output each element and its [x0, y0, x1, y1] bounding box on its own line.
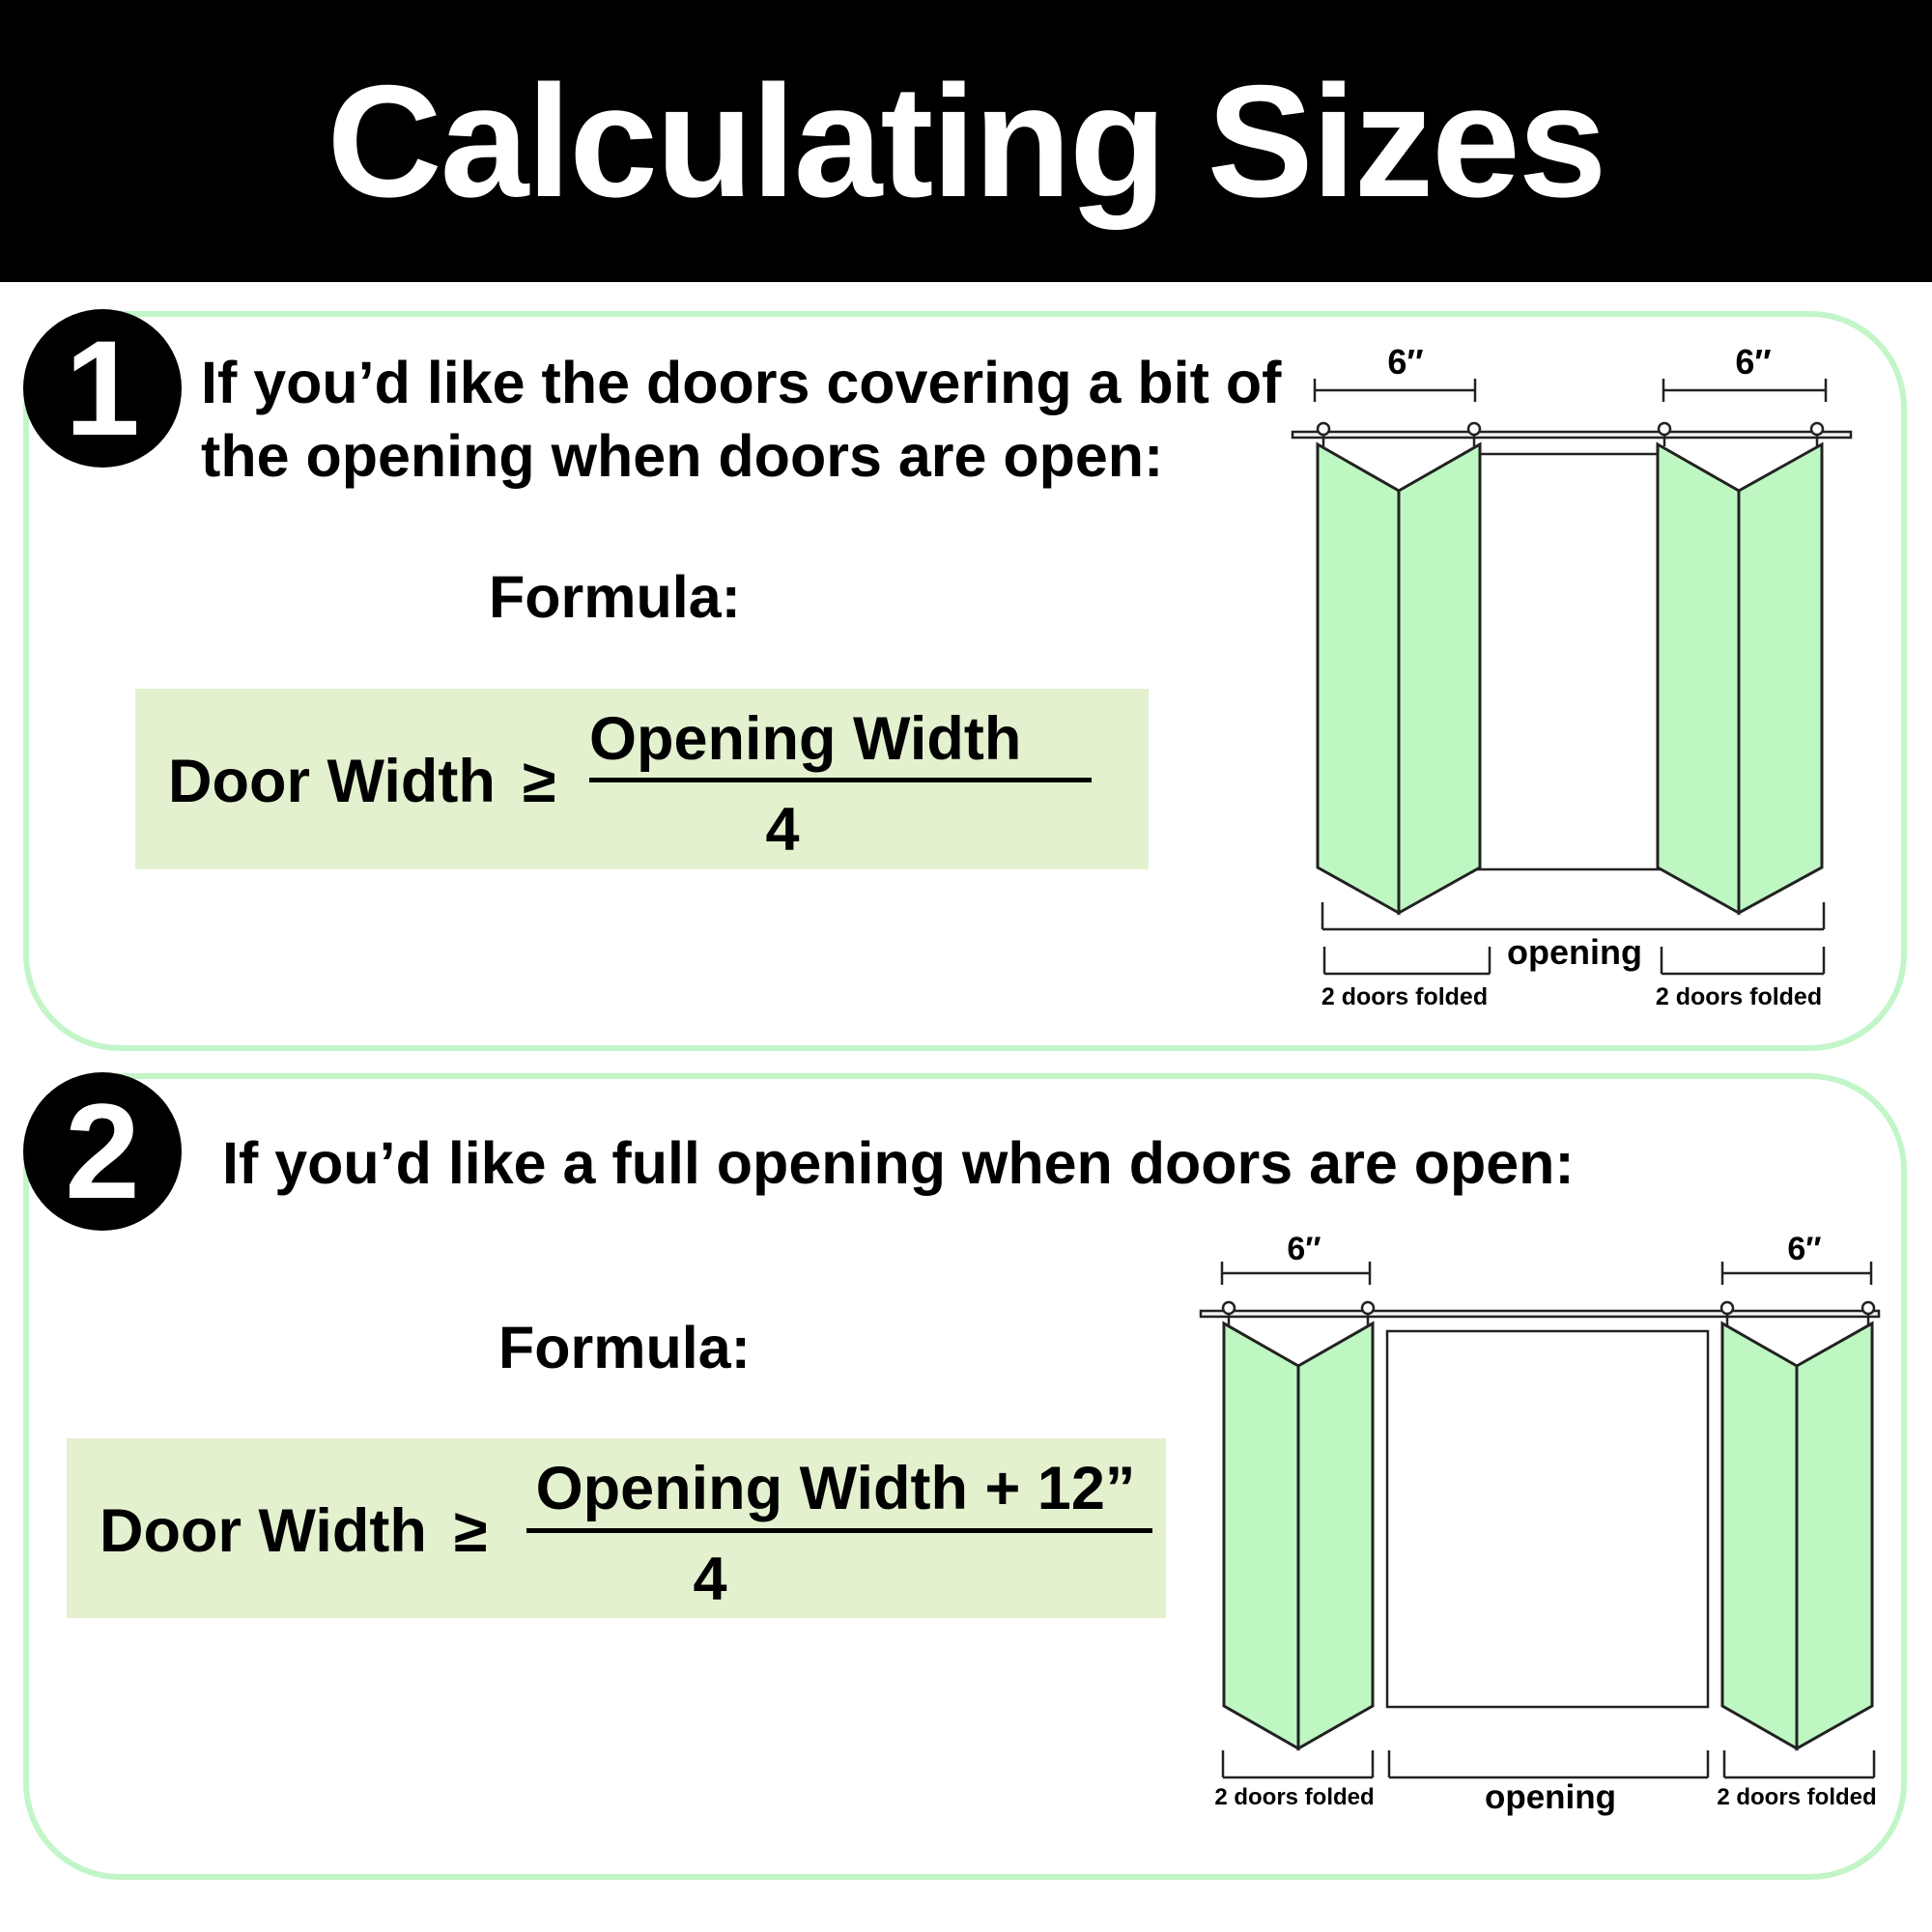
section-1-ge-symbol: ≥ — [522, 748, 556, 815]
section-2-formula-label: Formula: — [498, 1315, 751, 1380]
section-1-heading-line1: If you’d like the doors covering a bit of — [201, 350, 1282, 415]
step-1-badge: 1 — [23, 309, 182, 468]
section-1-right-folded-label: 2 doors folded — [1655, 983, 1823, 1010]
section-1-numerator: Opening Width — [589, 705, 1022, 773]
section-2-opening-label: opening — [1484, 1778, 1617, 1816]
section-2-numerator: Opening Width + 12” — [535, 1455, 1136, 1522]
section-1-right-dimension: 6″ — [1735, 342, 1772, 382]
page-title: Calculating Sizes — [327, 51, 1605, 230]
section-2-right-folded-label: 2 doors folded — [1717, 1784, 1877, 1810]
step-2-badge: 2 — [23, 1072, 182, 1231]
section-2-heading: If you’d like a full opening when doors are open: — [222, 1130, 1575, 1196]
section-2-lhs-text: Door Width — [99, 1497, 427, 1565]
section-1-opening-label: opening — [1507, 932, 1642, 972]
section-1-heading-line2: the opening when doors are open: — [201, 423, 1164, 489]
section-2-ge-symbol: ≥ — [453, 1497, 488, 1565]
section-1-left-dimension: 6″ — [1387, 342, 1424, 382]
section-2-right-dimension: 6″ — [1787, 1231, 1822, 1267]
section-2-denominator: 4 — [693, 1546, 727, 1613]
section-2-left-dimension: 6″ — [1287, 1231, 1321, 1267]
section-1-formula-label: Formula: — [489, 564, 741, 630]
section-1-left-folded-label: 2 doors folded — [1321, 983, 1489, 1010]
section-2-left-folded-label: 2 doors folded — [1214, 1784, 1375, 1810]
section-1-lhs-text: Door Width — [168, 748, 496, 815]
section-1-denominator: 4 — [765, 796, 800, 864]
